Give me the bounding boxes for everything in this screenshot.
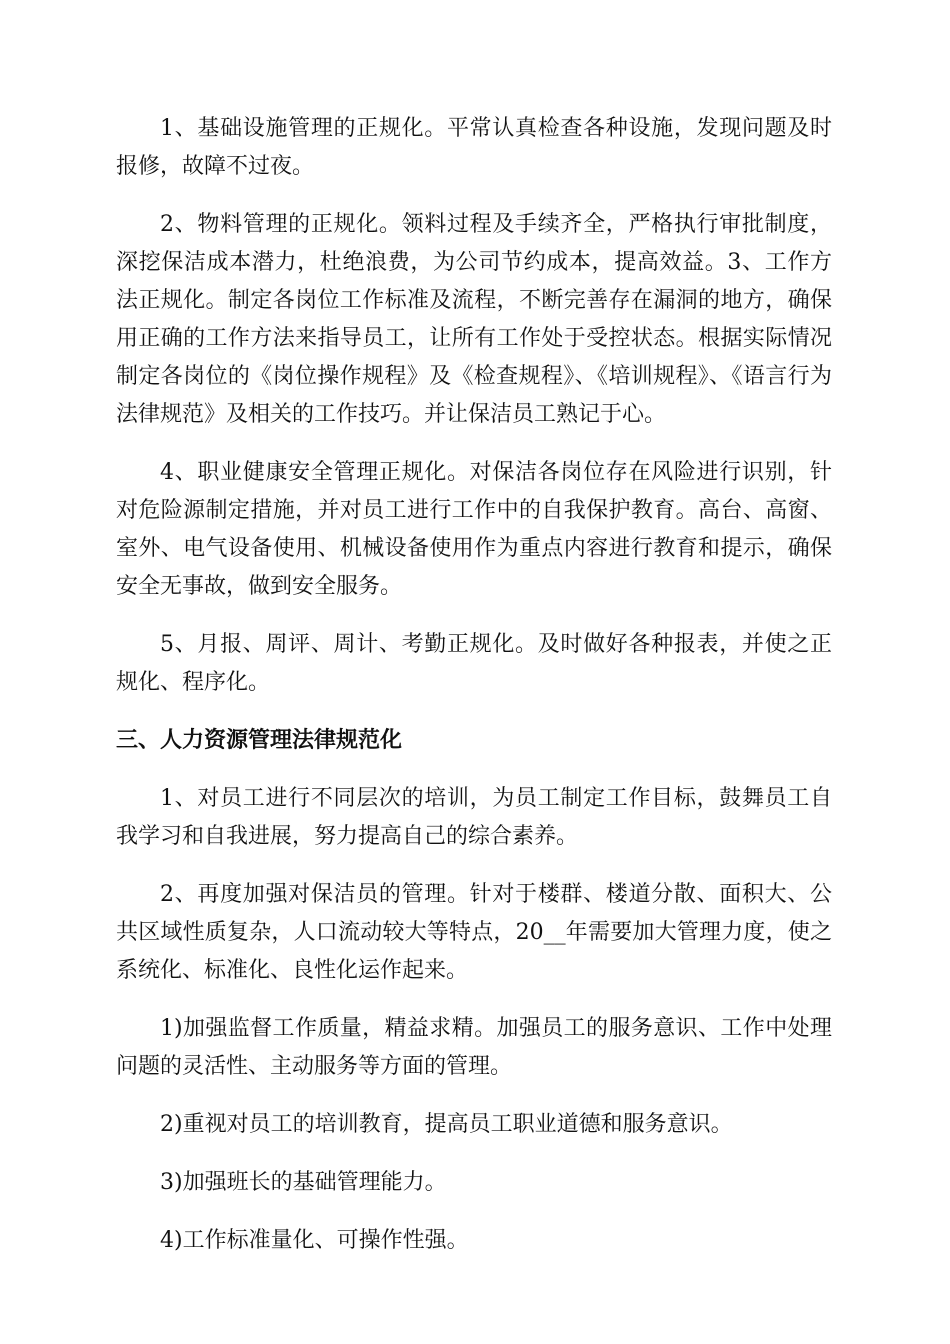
paragraph-standards: 4)工作标准量化、可操作性强。 bbox=[160, 1228, 469, 1253]
paragraph-reports: 5、月报、周评、周计、考勤正规化。及时做好各种报表，并使之正规化、程序化。 bbox=[116, 632, 832, 695]
paragraph-occupational-safety: 4、职业健康安全管理正规化。对保洁各岗位存在风险进行识别，针对危险源制定措施，并对员工进行工作中的自我保护教育。高台、高窗、室外、电气设备使用、机械设备使用作为重点内容进行教育和提示，确保安全无事故，做到安全服务。 bbox=[116, 460, 832, 599]
paragraph-cleaner-management: 2、再度加强对保洁员的管理。针对于楼群、楼道分散、面积大、公共区域性质复杂，人口流动较大等特点，20__年需要加大管理力度，使之系统化、标准化、良性化运作起来。 bbox=[116, 882, 832, 983]
paragraph-materials-methods: 2、物料管理的正规化。领料过程及手续齐全，严格执行审批制度，深挖保洁成本潜力，杜绝浪费，为公司节约成本，提高效益。3、工作方法正规化。制定各岗位工作标准及流程，不断完善存在漏洞的地方，确保用正确的工作方法来指导员工，让所有工作处于受控状态。根据实际情况制定各岗位的《岗位操作规程》及《检查规程》、《培训规程》、《语言行为法律规范》及相关的工作技巧。并让保洁员工熟记于心。 bbox=[116, 212, 832, 427]
paragraph-infrastructure: 1、基础设施管理的正规化。平常认真检查各种设施，发现问题及时报修，故障不过夜。 bbox=[116, 116, 832, 179]
paragraph-education: 2)重视对员工的培训教育，提高员工职业道德和服务意识。 bbox=[160, 1112, 733, 1137]
section-heading: 三、人力资源管理法律规范化 bbox=[116, 728, 403, 753]
paragraph-team-leader: 3)加强班长的基础管理能力。 bbox=[160, 1170, 447, 1195]
paragraph-supervision: 1)加强监督工作质量，精益求精。加强员工的服务意识、工作中处理问题的灵活性、主动服务等方面的管理。 bbox=[116, 1016, 832, 1079]
paragraph-training: 1、对员工进行不同层次的培训，为员工制定工作目标，鼓舞员工自我学习和自我进展，努力提高自己的综合素养。 bbox=[116, 786, 832, 849]
